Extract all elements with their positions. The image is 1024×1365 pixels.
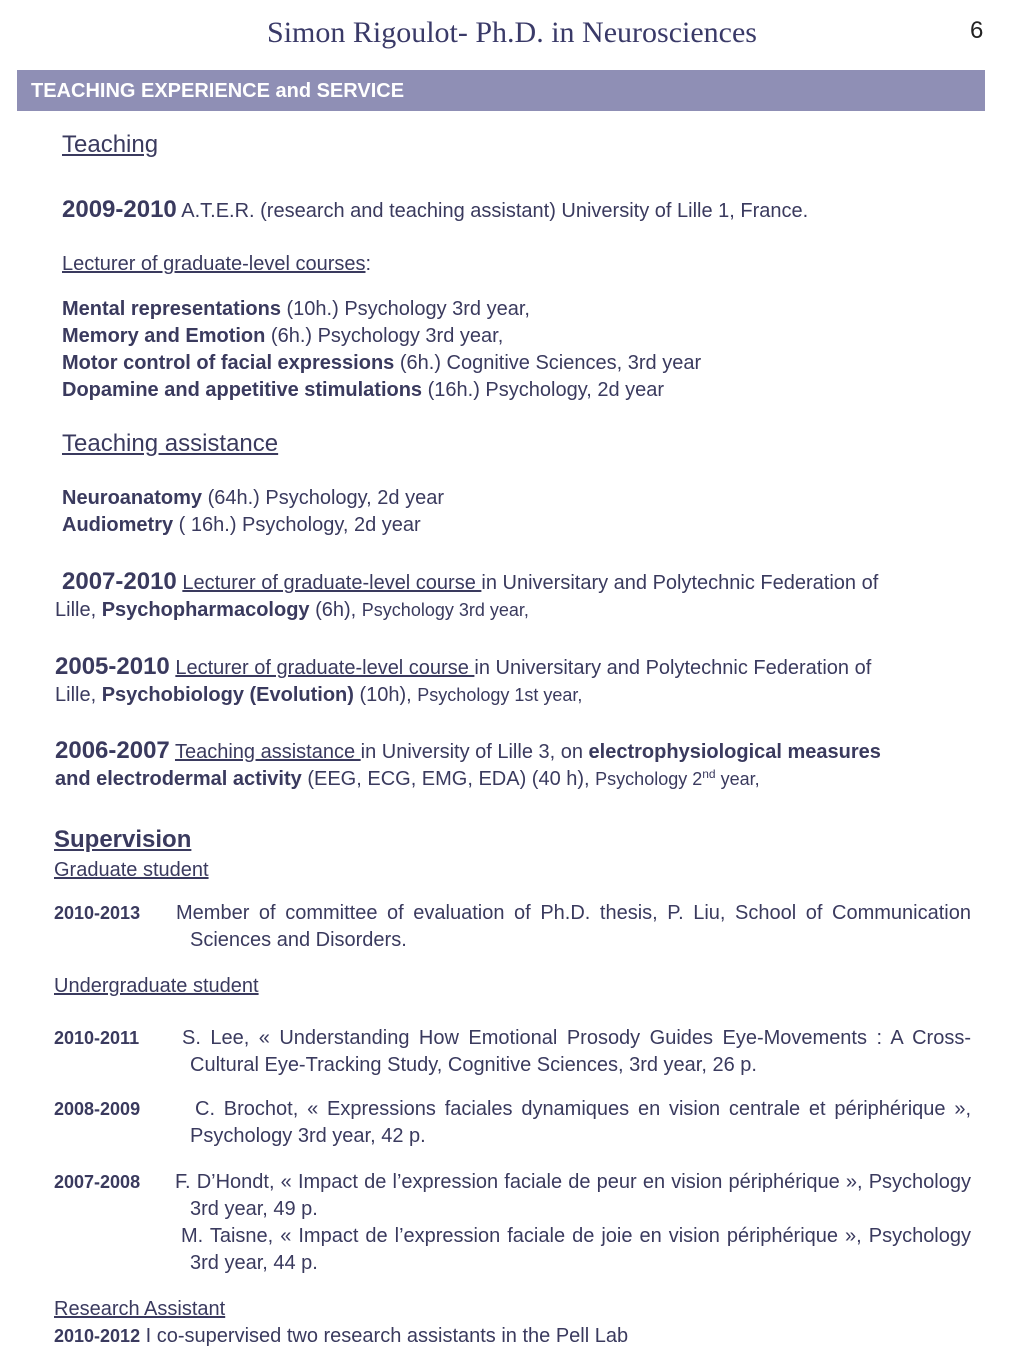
assistance-detail: (64h.) Psychology, 2d year [202,487,445,509]
entry-text: Member of committee of evaluation of Ph.D. thesis, P. Liu, School of Communication Sciences and Disorders. [176,902,971,951]
course-name: Motor control of facial expressions [62,352,395,374]
list-item [62,323,701,350]
assistance-name: Neuroanatomy [62,487,203,509]
assistance-name: Audiometry [62,514,174,536]
entry-text-cont: Lille, [55,684,102,706]
entry-level: Psychology 1st year, [417,685,583,705]
entry-2005-2010 [55,653,995,709]
lecturer-heading-label: Lecturer of graduate-level courses [62,253,366,275]
list-item [62,485,444,512]
ra-heading: Research Assistant [54,1298,226,1320]
lecturer-heading-colon: : [365,253,372,275]
course-name: Memory and Emotion [62,325,266,347]
assistance-detail: ( 16h.) Psychology, 2d year [173,514,421,536]
teaching-heading: Teaching [62,131,159,158]
entry-text: in Universitary and Polytechnic Federation of [481,572,879,594]
course-detail: (16h.) Psychology, 2d year [422,379,665,401]
entry-text: I co-supervised two research assistants in the Pell Lab [140,1325,629,1347]
entry-level-pre: Psychology 2 [595,769,703,789]
entry-course: Psychopharmacology [101,599,310,621]
ater-year: 2009-2010 [62,196,177,223]
course-list [62,296,701,404]
entry-year: 2005-2010 [55,653,170,680]
entry-year: 2010-2013 [54,903,141,923]
entry-text: in University of Lille 3, on [360,741,589,763]
list-item [62,377,701,404]
undergrad-entry [54,1169,971,1277]
page-title: Simon Rigoulot- Ph.D. in Neurosciences [267,16,757,49]
entry-year: 2007-2010 [62,568,177,595]
entry-text-second: M. Taisne, « Impact de l’expression faciale de joie en vision périphérique », Psychology 3rd year, 44 p. [181,1225,971,1274]
entry-role: Lecturer of graduate-level course [175,657,475,679]
entry-year: 2008-2009 [54,1099,141,1119]
teaching-assistance-heading: Teaching assistance [62,430,279,457]
lecturer-heading [62,251,371,278]
course-name: Mental representations [62,298,281,320]
entry-year: 2006-2007 [55,737,170,764]
undergrad-entry [54,1025,971,1079]
undergrad-heading: Undergraduate student [54,975,259,997]
course-detail: (6h.) Psychology 3rd year, [265,325,504,347]
list-item [62,512,444,539]
section-banner [17,70,985,111]
section-banner-label: TEACHING EXPERIENCE and SERVICE [31,80,405,102]
list-item [62,350,701,377]
graduate-heading: Graduate student [54,859,209,881]
course-name: Dopamine and appetitive stimulations [62,379,423,401]
supervision-heading: Supervision [54,826,192,853]
ra-entry [54,1323,628,1350]
course-detail: (6h.) Cognitive Sciences, 3rd year [394,352,702,374]
entry-level [595,769,759,789]
entry-year: 2010-2011 [54,1028,140,1048]
course-detail: (10h.) Psychology 3rd year, [280,298,530,320]
entry-level: Psychology 3rd year, [361,600,529,620]
list-item [62,296,701,323]
entry-measures: (EEG, ECG, EMG, EDA) (40 h), [301,768,596,790]
entry-text-cont: Lille, [55,599,102,621]
entry-text: S. Lee, « Understanding How Emotional Prosody Guides Eye-Movements : A Cross-Cultural Eye-Tracking Study, Cognitive Sciences, 3rd year, 26 p. [182,1027,971,1076]
entry-text: in Universitary and Polytechnic Federation of [474,657,872,679]
entry-year: 2010-2012 [54,1326,141,1346]
entry-text: C. Brochot, « Expressions faciales dynamiques en vision centrale et périphérique », Psychology 3rd year, 42 p. [190,1098,971,1147]
page-number: 6 [970,17,984,44]
ater-text: A.T.E.R. (research and teaching assistant) University of Lille 1, France. [176,200,809,222]
entry-level-post: year, [715,769,760,789]
entry-course: Psychobiology (Evolution) [101,684,354,706]
entry-role: Teaching assistance [174,741,361,763]
undergrad-entry [54,1096,971,1150]
entry-topic-cont: and electrodermal activity [55,768,302,790]
entry-hours: (6h), [309,599,362,621]
entry-topic: electrophysiological measures [588,741,881,763]
entry-text: F. D’Hondt, « Impact de l’expression faciale de peur en vision périphérique », Psychology 3rd year, 49 p. [175,1171,971,1220]
entry-level-sup: nd [702,767,716,781]
entry-year: 2007-2008 [54,1172,141,1192]
entry-hours: (10h), [353,684,418,706]
entry-role: Lecturer of graduate-level course [182,572,482,594]
entry-2006-2007 [55,737,1000,793]
ater-entry [62,196,808,225]
assistance-list [62,485,444,539]
entry-2007-2010 [55,568,995,624]
graduate-entry [54,900,971,954]
